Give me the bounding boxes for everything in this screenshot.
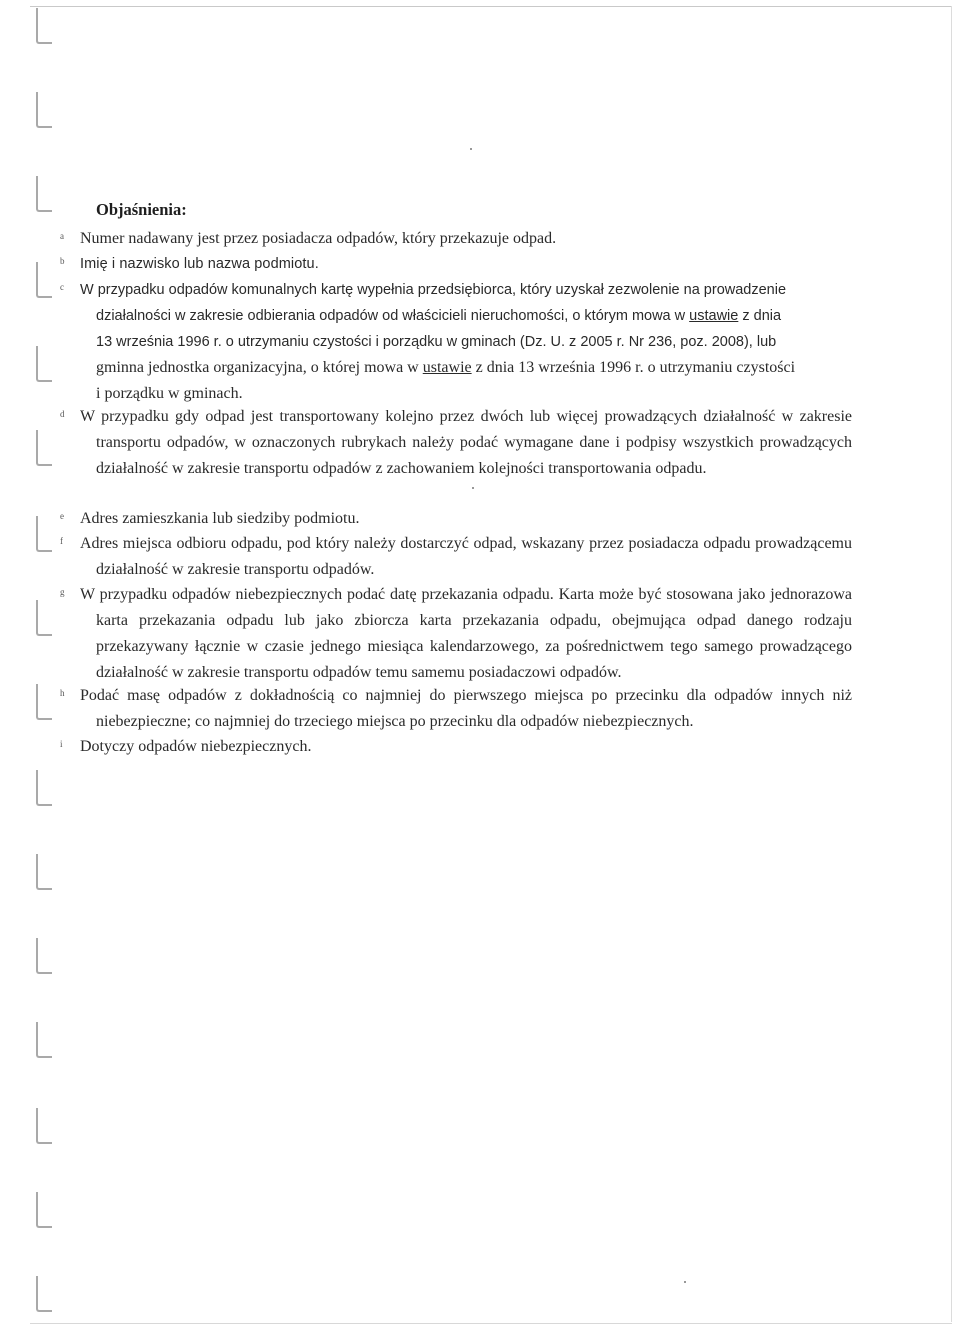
binder-hole	[36, 346, 52, 382]
note-c-line-4	[96, 355, 795, 381]
binder-hole	[36, 1276, 52, 1312]
note-marker: h	[60, 688, 65, 698]
note-c-line-5: i porządku w gminach.	[96, 385, 243, 402]
note-g	[60, 582, 852, 686]
note-c	[60, 277, 852, 407]
note-marker: d	[60, 409, 65, 419]
page-edge-right	[951, 6, 952, 1322]
statute-link[interactable]: ustawie	[422, 359, 472, 376]
binder-hole-strip	[28, 0, 58, 1328]
statute-link[interactable]: ustawie	[689, 308, 739, 324]
note-text	[80, 277, 852, 407]
note-text: Numer nadawany jest przez posiadacza odpadów, który przekazuje odpad.	[80, 230, 557, 247]
note-marker: b	[60, 256, 65, 266]
note-i	[60, 734, 852, 760]
scan-speck	[684, 1281, 686, 1283]
note-marker: e	[60, 511, 64, 521]
note-c-line-4-end: z dnia 13 września 1996 r. o utrzymaniu czystości	[471, 359, 796, 376]
note-text: W przypadku gdy odpad jest transportowany kolejno przez dwóch lub więcej prowadzących działalność w zakresie transportu odpadów, w oznaczonych rubrykach należy podać wymagane dane i podpisy wszystkich prowadzących działalność w zakresie transportu odpadów z zachowaniem kolejności transportowania odpadu.	[80, 408, 852, 477]
note-e	[60, 506, 852, 532]
note-marker: f	[60, 536, 63, 546]
note-h	[60, 683, 852, 735]
scan-speck	[472, 487, 474, 489]
note-a	[60, 226, 852, 252]
binder-hole	[36, 516, 52, 552]
note-d	[60, 404, 852, 482]
note-text: Imię i nazwisko lub nazwa podmiotu.	[80, 256, 319, 272]
binder-hole	[36, 600, 52, 636]
scan-speck	[470, 148, 472, 150]
binder-hole	[36, 92, 52, 128]
note-marker: g	[60, 587, 65, 597]
page-edge-top	[30, 6, 952, 7]
note-text: W przypadku odpadów niebezpiecznych podać datę przekazania odpadu. Karta może być stosowana jako jednorazowa karta przekazania odpadu lub jako zbiorcza karta przekazania odpadu, obejmująca odpad danego rodzaju przekazywany łącznie w czasie jednego miesiąca kalendarzowego, za pośrednictwem tego samego prowadzącego działalność w zakresie transportu odpadów temu samemu posiadaczowi odpadów.	[80, 586, 852, 681]
binder-hole	[36, 1108, 52, 1144]
note-c-line-4-text: gminna jednostka organizacyjna, o której mowa w	[96, 359, 423, 376]
note-c-line-2-end: z dnia	[738, 308, 782, 324]
note-text: Adres zamieszkania lub siedziby podmiotu.	[80, 510, 360, 527]
note-c-line-3: 13 września 1996 r. o utrzymaniu czystości i porządku w gminach (Dz. U. z 2005 r. Nr 236, poz. 2008), lub	[96, 334, 777, 350]
binder-hole	[36, 1192, 52, 1228]
notes-heading: Objaśnienia:	[96, 200, 187, 219]
page-edge-bottom	[30, 1323, 952, 1324]
note-marker: i	[60, 739, 63, 749]
note-text: Podać masę odpadów z dokładnością co najmniej do pierwszego miejsca po przecinku dla odpadów innych niż niebezpieczne; co najmniej do trzeciego miejsca po przecinku dla odpadów niebezpiecznych.	[80, 687, 852, 730]
binder-hole	[36, 262, 52, 298]
note-c-line-2	[96, 303, 781, 329]
note-text: Adres miejsca odbioru odpadu, pod który należy dostarczyć odpad, wskazany przez posiadacza odpadu prowadzącemu działalność w zakresie transportu odpadów.	[80, 535, 852, 578]
note-b	[60, 251, 852, 277]
binder-hole	[36, 938, 52, 974]
binder-hole	[36, 8, 52, 44]
binder-hole	[36, 770, 52, 806]
note-c-line-1: W przypadku odpadów komunalnych kartę wypełnia przedsiębiorca, który uzyskał zezwolenie na prowadzenie	[80, 282, 787, 298]
note-marker: a	[60, 231, 64, 241]
binder-hole	[36, 176, 52, 212]
note-marker: c	[60, 282, 64, 292]
binder-hole	[36, 1022, 52, 1058]
binder-hole	[36, 854, 52, 890]
note-text: Dotyczy odpadów niebezpiecznych.	[80, 738, 312, 755]
binder-hole	[36, 430, 52, 466]
note-f	[60, 531, 852, 583]
binder-hole	[36, 684, 52, 720]
note-c-line-2-text: działalności w zakresie odbierania odpadów od właścicieli nieruchomości, o którym mowa w	[96, 308, 690, 324]
